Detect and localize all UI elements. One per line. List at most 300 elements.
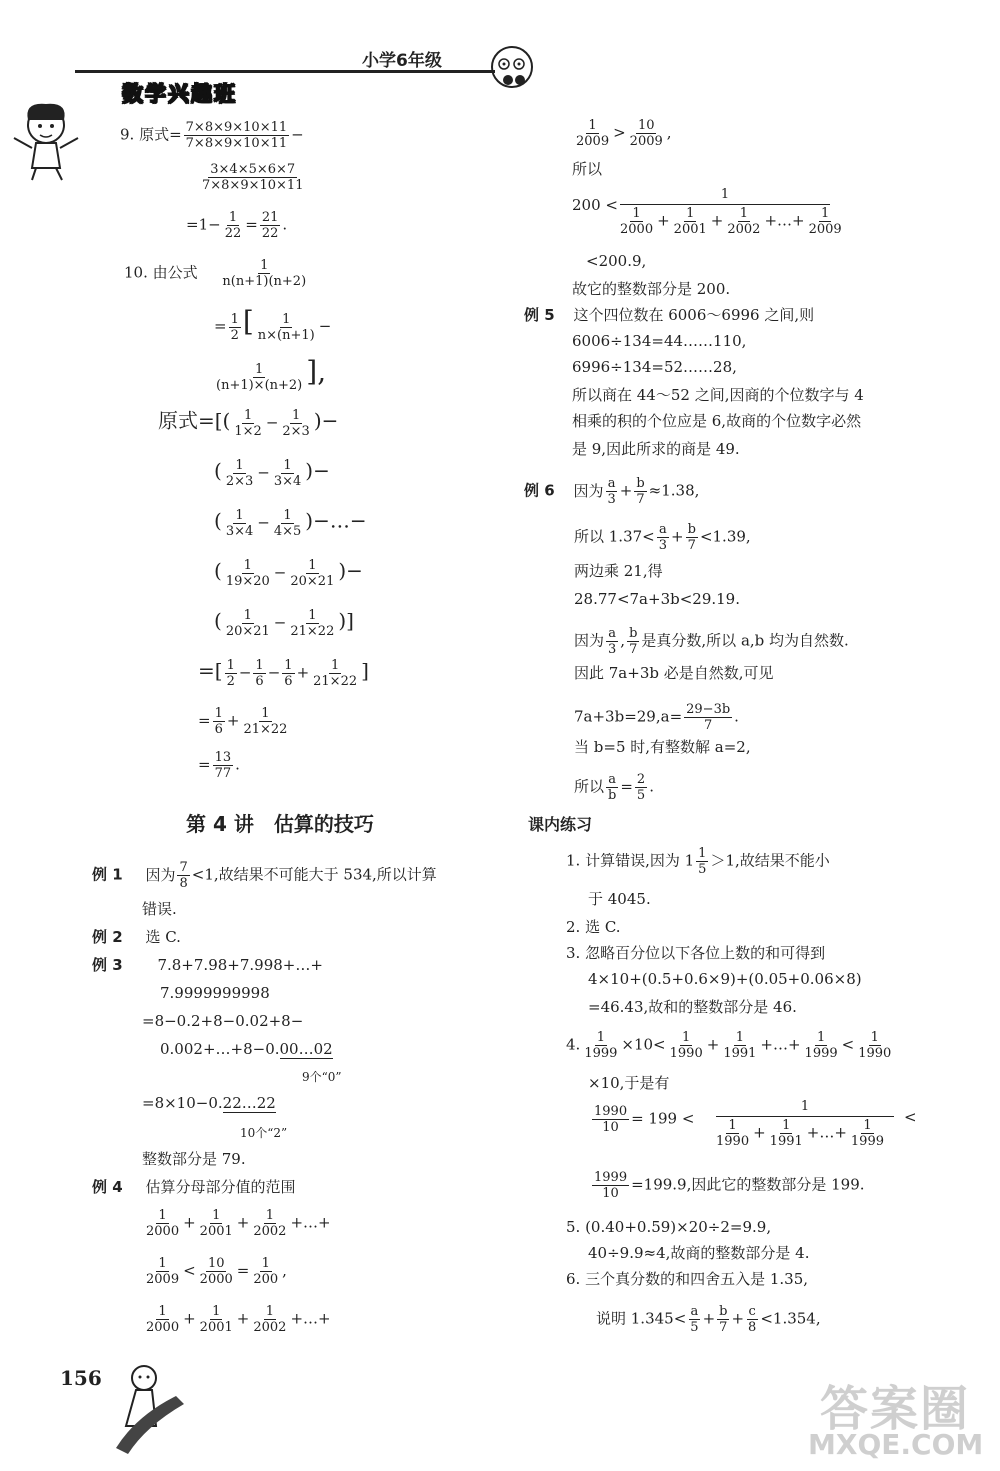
numerator: 1 [255, 658, 264, 673]
denominator: 20×21 [290, 574, 335, 589]
fraction [311, 658, 359, 689]
text: <1.354, [760, 1309, 821, 1328]
example-1-line-1 [92, 860, 437, 891]
page-number: 156 [60, 1366, 102, 1390]
text: +…+ [290, 1213, 331, 1232]
numerator: 1 [243, 608, 252, 623]
example-6-line-3: 两边乘 21,得 [574, 562, 663, 580]
fraction [592, 1104, 629, 1135]
text: = [198, 755, 211, 774]
text: 200 < [572, 196, 618, 214]
denominator: 2 [226, 674, 235, 689]
big-denominator [616, 206, 846, 237]
text: − [273, 563, 287, 582]
text: ( [214, 608, 222, 633]
denominator: 6 [214, 722, 223, 737]
text: 所以 1.37< [574, 527, 655, 546]
text: )] [338, 608, 354, 633]
continued-line-3: <200.9, [586, 252, 647, 270]
example-5-line-5: 相乘的积的个位应是 6,故商的个位数字必然 [572, 412, 862, 430]
text: + [226, 711, 240, 730]
problem-10-line-6 [214, 508, 367, 539]
denominator: 1×2 [234, 424, 262, 439]
practice-3-line-2: 4×10+(0.5+0.6×9)+(0.05+0.06×8) [588, 970, 862, 988]
denominator: 2001 [673, 222, 707, 237]
text: < [841, 1035, 855, 1054]
denominator: 22 [261, 226, 279, 241]
numerator: b [636, 476, 645, 491]
text: < [183, 1261, 196, 1280]
fraction [144, 1256, 181, 1287]
fraction [856, 1030, 893, 1061]
fraction [256, 312, 317, 343]
brand-title: 数学兴趣班 [122, 82, 237, 106]
numerator: 10 [637, 118, 655, 133]
example-5-line-6: 是 9,因此所求的商是 49. [572, 440, 740, 458]
denominator: 2×3 [282, 424, 310, 439]
numerator: 1 [261, 1256, 270, 1271]
numerator: 1 [283, 458, 292, 473]
numerator: 1 [158, 1256, 167, 1271]
fraction [582, 1030, 619, 1061]
numerator: 1 [283, 508, 292, 523]
fraction [606, 772, 618, 803]
problem-10-line-3 [212, 355, 327, 393]
example-3-line-1 [92, 956, 323, 974]
numerator: 1 [158, 1208, 167, 1223]
text: + [183, 1309, 196, 1328]
numerator: 1 [782, 1118, 791, 1133]
text: 说明 1.345< [596, 1309, 687, 1328]
text: =[ [198, 658, 223, 683]
denominator: 1991 [769, 1134, 803, 1149]
fraction [288, 608, 336, 639]
grade-label: 小学6年级 [362, 51, 442, 71]
example-3-line-4 [160, 1040, 333, 1058]
fraction [224, 558, 272, 589]
example-3-line-5 [142, 1094, 276, 1112]
text: − [257, 463, 270, 482]
numerator: 1 [230, 311, 239, 327]
fraction [224, 508, 255, 539]
fraction [224, 608, 272, 639]
text: )− [338, 558, 363, 583]
text: − [257, 513, 270, 532]
example-label: 例 2 [92, 928, 123, 946]
continued-inequality [572, 196, 618, 214]
numerator: b [719, 1304, 728, 1319]
practice-heading: 课内练习 [528, 815, 593, 834]
denominator: 5 [698, 862, 707, 877]
numerator: 1 [820, 206, 830, 221]
fraction [635, 772, 647, 803]
denominator: 1999 [804, 1046, 838, 1061]
problem-9-line-3 [186, 210, 287, 241]
denominator: 7 [704, 718, 713, 733]
fraction [725, 206, 762, 237]
numerator: 29−3b [686, 702, 731, 717]
denominator: 2009 [808, 222, 842, 237]
numerator: b [629, 626, 638, 641]
watermark-url: MXQE.COM [808, 1428, 984, 1461]
fraction [684, 702, 732, 733]
denominator: 2×3 [225, 474, 254, 489]
numerator: a [608, 772, 617, 787]
problem-9-line-2 [198, 162, 307, 193]
denominator: 20×21 [225, 624, 270, 639]
denominator: 19×20 [225, 574, 270, 589]
fraction [214, 362, 304, 393]
numerator: 1 [863, 1118, 872, 1133]
text: + [619, 481, 633, 500]
example-5-line-4: 所以商在 44～52 之间,因商的个位数字与 4 [572, 386, 864, 404]
text: +…+ [806, 1123, 847, 1142]
denominator: 2002 [253, 1320, 287, 1335]
denominator: 1999 [850, 1134, 884, 1149]
text: − [267, 663, 281, 682]
text: )− [305, 458, 330, 483]
fraction [224, 458, 255, 489]
denominator: 5 [690, 1320, 699, 1335]
example-label: 例 3 [92, 956, 123, 974]
text: 1. 计算错误,因为 1 [566, 851, 695, 870]
text: = [214, 317, 227, 335]
brace-note-twos: 10个“2” [240, 1126, 288, 1140]
numerator: 1 [686, 206, 695, 221]
big-numerator: 1 [620, 186, 830, 205]
brace-note-zeros: 9个“0” [302, 1070, 342, 1084]
numerator: 1 [682, 1030, 691, 1045]
text: + [657, 211, 670, 230]
text: ×10< [621, 1035, 666, 1054]
fraction [282, 658, 294, 689]
problem-10-line-1 [124, 258, 310, 289]
example-6-line-4: 28.77<7a+3b<29.19. [574, 590, 740, 608]
text: ≈1.38, [648, 481, 700, 500]
denominator: 10 [602, 1120, 619, 1135]
fraction [606, 626, 618, 657]
problem-10-line-2 [214, 305, 332, 343]
fraction [280, 408, 311, 439]
fraction [251, 1256, 280, 1287]
text: + [731, 1309, 745, 1328]
fraction [592, 1170, 629, 1201]
text: +…+ [764, 211, 805, 230]
example-3-line-6: 整数部分是 79. [142, 1150, 246, 1168]
underbraced-digits: 00…02 [279, 1040, 333, 1058]
denominator: 2002 [253, 1224, 287, 1239]
numerator: 10 [207, 1256, 225, 1271]
practice-1-line-1 [566, 846, 830, 877]
text: + [702, 1309, 716, 1328]
text: ( [214, 508, 222, 533]
example-6-line-9 [574, 772, 654, 803]
text: =1− [186, 215, 221, 234]
problem-9-line-1 [120, 120, 304, 151]
fraction [628, 118, 665, 149]
text: )−…− [305, 508, 367, 533]
practice-4-big-numerator: 1 [716, 1098, 894, 1117]
example-label: 例 5 [524, 306, 555, 324]
practice-4-line-4 [590, 1170, 865, 1201]
text: = 199 < [631, 1109, 695, 1128]
example-6-line-1 [524, 476, 699, 507]
practice-5-line-1: 5. (0.40+0.59)×20÷2=9.9, [566, 1218, 772, 1236]
text: <1.39, [699, 527, 751, 546]
denominator: 2001 [199, 1320, 233, 1335]
text: +…+ [290, 1309, 331, 1328]
practice-3-line-1: 3. 忽略百分位以下各位上数的和可得到 [566, 944, 826, 962]
watermark-logo: 答案圈 [820, 1381, 971, 1437]
practice-4-line-2: ×10,于是有 [588, 1074, 670, 1092]
numerator: a [690, 1304, 699, 1319]
example-5-line-3: 6996÷134=52……28, [572, 358, 737, 376]
example-2 [92, 928, 181, 946]
text: − [291, 125, 304, 144]
fraction [668, 1030, 705, 1061]
numerator: 1 [698, 846, 707, 861]
example-6-line-2 [574, 522, 751, 553]
numerator: 1 [158, 1304, 167, 1319]
numerator: 1 [212, 1304, 221, 1319]
numerator: 1 [308, 608, 317, 623]
text: 选 C. [145, 928, 181, 946]
cartoon-girl-icon [6, 90, 86, 185]
denominator: 7 [719, 1320, 728, 1335]
denominator: 2000 [199, 1272, 233, 1287]
practice-4-big-denominator [712, 1118, 888, 1149]
bracket: ], [306, 355, 327, 388]
numerator: 1 [254, 361, 264, 377]
text: , [620, 631, 626, 650]
text: ( [214, 458, 222, 483]
text: +…+ [760, 1035, 801, 1054]
fraction [253, 658, 265, 689]
denominator: 1990 [716, 1134, 750, 1149]
fraction [627, 626, 639, 657]
numerator: 1 [632, 206, 641, 221]
denominator: 10 [602, 1186, 619, 1201]
denominator: 2 [230, 327, 239, 343]
text: = [198, 711, 211, 730]
fraction [213, 750, 234, 781]
numerator: 1 [214, 706, 223, 721]
practice-4-lt: < [904, 1108, 917, 1126]
bracket: [ [242, 305, 254, 338]
numerator: 1 [588, 118, 597, 133]
text: 这个四位数在 6006～6996 之间,则 [573, 306, 815, 324]
example-6-line-6: 因此 7a+3b 必是自然数,可见 [574, 664, 774, 682]
denominator: 6 [255, 674, 264, 689]
practice-6-line-1: 6. 三个真分数的和四舍五入是 1.35, [566, 1270, 809, 1288]
denominator: 5 [636, 788, 646, 803]
text: . [235, 755, 240, 774]
practice-6-line-2 [596, 1304, 821, 1335]
numerator: 1 [735, 1030, 744, 1045]
problem-10-line-10 [198, 706, 291, 737]
denominator: n×(n+1) [257, 327, 315, 343]
example-label: 例 6 [524, 481, 555, 500]
text: + [296, 663, 310, 682]
numerator: 1 [330, 658, 340, 673]
fraction [717, 1304, 729, 1335]
denominator: 7 [636, 492, 645, 507]
denominator: 7×8×9×10×11 [202, 178, 304, 193]
text: + [236, 1309, 250, 1328]
numerator: 7 [179, 860, 188, 875]
numerator: c [748, 1304, 756, 1319]
text: 因为 [573, 481, 604, 500]
denominator: 22 [224, 226, 242, 241]
denominator: 2002 [727, 222, 761, 237]
cartoon-face-icon [486, 42, 546, 92]
problem-10-line-5 [214, 458, 330, 489]
example-5-line-2: 6006÷134=44……110, [572, 332, 747, 350]
example-6-line-5 [574, 626, 849, 657]
text: + [236, 1213, 250, 1232]
numerator: 1999 [594, 1170, 628, 1185]
text: 4. [566, 1035, 581, 1054]
numerator: b [687, 522, 696, 537]
numerator: 1 [596, 1030, 605, 1045]
fraction [672, 206, 709, 237]
fraction [686, 522, 698, 553]
text: . [734, 707, 739, 726]
text: 7a+3b=29,a= [574, 707, 683, 726]
so-label: 所以 [572, 160, 603, 178]
fraction [229, 312, 241, 343]
denominator: 4×5 [273, 524, 302, 539]
problem-10-line-7 [214, 558, 363, 589]
numerator: 1 [228, 210, 238, 225]
example-6-line-8: 当 b=5 时,有整数解 a=2, [574, 738, 751, 756]
practice-3-line-3: =46.43,故和的整数部分是 46. [588, 998, 797, 1016]
section-title: 第 4 讲 估算的技巧 [186, 812, 374, 836]
fraction [260, 210, 281, 241]
numerator: 1 [728, 1118, 737, 1133]
problem-10-line-11 [198, 750, 240, 781]
text: =8×10−0. [142, 1094, 223, 1112]
denominator: 2009 [629, 134, 663, 149]
denominator: 77 [214, 766, 232, 781]
text: + [710, 211, 724, 230]
denominator: (n+1)×(n+2) [216, 377, 303, 393]
denominator: 7 [629, 642, 638, 657]
denominator: n(n+1)(n+2) [222, 274, 307, 289]
text: 因为 [145, 865, 176, 884]
problem-10-line-4 [158, 408, 338, 439]
denominator: 2009 [576, 134, 610, 149]
fraction [746, 1304, 758, 1335]
text: − [318, 317, 332, 335]
fraction [272, 458, 303, 489]
example-4-line-3 [142, 1256, 287, 1287]
fraction [574, 118, 611, 149]
text: , [282, 1261, 287, 1280]
denominator: 2001 [199, 1224, 233, 1239]
denominator: 21×22 [243, 722, 288, 737]
text: 所以 [574, 777, 605, 796]
fraction [634, 476, 646, 507]
fraction [198, 1304, 235, 1335]
text: = [620, 777, 633, 796]
fraction [184, 120, 289, 151]
fraction [144, 1208, 181, 1239]
numerator: 1 [261, 706, 270, 721]
underbraced-digits: 22…22 [222, 1094, 276, 1112]
text: = [236, 1261, 250, 1280]
denominator: 1991 [723, 1046, 757, 1061]
fraction [721, 1030, 758, 1061]
practice-5-line-2: 40÷9.9≈4,故商的整数部分是 4. [588, 1244, 810, 1262]
numerator: 1 [235, 458, 244, 473]
denominator: 6 [284, 674, 293, 689]
denominator: 21×22 [290, 624, 335, 639]
numerator: 1 [226, 658, 235, 673]
fraction [605, 476, 617, 507]
text: > [613, 123, 626, 142]
text: − [265, 413, 279, 432]
numerator: 1 [870, 1030, 879, 1045]
text: 9. 原式= [120, 125, 182, 144]
numerator: a [607, 476, 616, 491]
denominator: 3×4 [273, 474, 302, 489]
fraction [272, 508, 303, 539]
example-1-line-2: 错误. [142, 900, 177, 918]
numerator: 1990 [594, 1104, 628, 1119]
denominator: 1990 [858, 1046, 892, 1061]
numerator: 1 [816, 1030, 826, 1045]
fraction [803, 1030, 840, 1061]
denominator: 3×4 [225, 524, 254, 539]
text: . [282, 215, 288, 234]
numerator: 1 [243, 408, 253, 423]
numerator: 1 [282, 311, 291, 327]
example-4-line-1 [92, 1178, 295, 1196]
text: . [649, 777, 654, 796]
text: 原式=[( [158, 408, 231, 433]
numerator: 1 [235, 508, 244, 523]
numerator: 1 [243, 558, 252, 573]
text: + [706, 1035, 720, 1054]
text: + [183, 1213, 196, 1232]
text: ( [214, 558, 222, 583]
text: + [671, 527, 684, 546]
practice-4-line-1 [566, 1030, 895, 1061]
fraction [213, 706, 225, 737]
numerator: 1 [260, 258, 269, 273]
fraction [696, 846, 708, 877]
fraction [225, 658, 237, 689]
fraction [198, 1208, 235, 1239]
example-label: 例 1 [92, 865, 123, 884]
practice-4-line-3 [590, 1104, 694, 1135]
denominator: b [608, 788, 617, 803]
numerator: 21 [261, 210, 279, 225]
denominator: 21×22 [313, 674, 358, 689]
denominator: 7 [687, 538, 696, 553]
text: <1,故结果不可能大于 534,所以计算 [191, 865, 437, 884]
text: )− [313, 408, 339, 433]
text: ] [361, 658, 369, 683]
fraction [618, 206, 655, 237]
numerator: 1 [308, 558, 317, 573]
denominator: 2009 [146, 1272, 180, 1287]
example-6-line-7 [574, 702, 739, 733]
denominator: 3 [608, 642, 617, 657]
fraction [177, 860, 189, 891]
fraction [241, 706, 289, 737]
